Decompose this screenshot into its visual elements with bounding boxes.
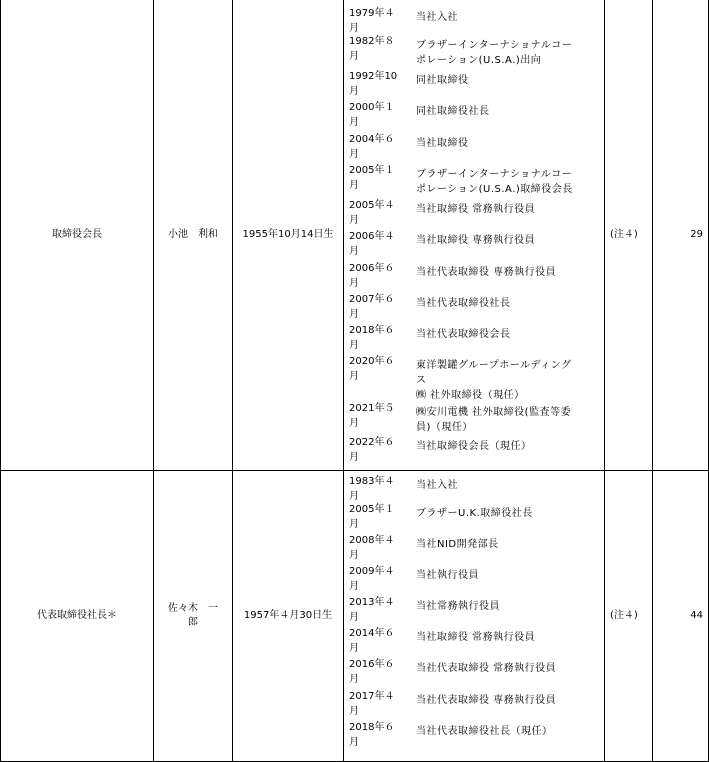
officer-birth-cell: [233, 0, 343, 470]
history-text: 当社代表取締役 専務執行役員: [416, 695, 557, 706]
history-text: 同社取締役: [416, 75, 469, 86]
history-date: 2018年６ 月: [349, 722, 395, 748]
officer-shares: 29: [690, 229, 703, 240]
officer-name-cell: [154, 0, 232, 470]
history-text: 当社入社: [416, 12, 458, 23]
officer-birth-cell: [233, 471, 343, 761]
history-date: 2021年５ 月: [349, 403, 395, 429]
history-text: ブラザーU.K.取締役社長: [416, 508, 533, 519]
officer-name-cell: [154, 471, 232, 761]
history-date: 2020年６ 月: [349, 356, 395, 382]
column-divider: [604, 0, 605, 762]
history-text: 同社取締役社長: [416, 106, 490, 117]
history-text: ブラザーインターナショナルコー ポレーション(U.S.A.)取締役会長: [416, 169, 573, 195]
officer-term: (注４): [610, 229, 638, 240]
history-date: 2013年４ 月: [349, 597, 395, 623]
history-date: 2022年６ 月: [349, 437, 395, 463]
officer-shares-cell: [653, 471, 703, 761]
history-date: 1982年８ 月: [349, 36, 395, 62]
history-date: 2000年１ 月: [349, 102, 395, 128]
table-row: [1, 0, 153, 470]
history-text: 当社取締役 専務執行役員: [416, 235, 536, 246]
history-date: 1992年10 月: [349, 71, 398, 97]
history-text: 当社代表取締役 専務執行役員: [416, 267, 557, 278]
officer-title: 代表取締役社長＊: [37, 610, 117, 621]
history-date: 1983年４ 月: [349, 476, 395, 502]
history-text: 当社執行役員: [416, 570, 479, 581]
officer-term: (注４): [610, 610, 638, 621]
officer-shares: 44: [690, 610, 703, 621]
history-date: 2004年６ 月: [349, 134, 395, 160]
history-date: 1979年４ 月: [349, 8, 395, 34]
history-date: 2017年４ 月: [349, 691, 395, 717]
history-text: 当社入社: [416, 480, 458, 491]
history-text: 当社代表取締役社長: [416, 298, 511, 309]
history-text: 当社取締役: [416, 138, 469, 149]
officer-birth: 1957年４月30日生: [243, 610, 333, 621]
history-date: 2005年１ 月: [349, 504, 395, 530]
history-text: 当社取締役会長（現任）: [416, 441, 532, 452]
history-date: 2006年６ 月: [349, 263, 395, 289]
history-text: 当社代表取締役会長: [416, 329, 511, 340]
history-date: 2006年４ 月: [349, 231, 395, 257]
history-date: 2014年６ 月: [349, 628, 395, 654]
history-text: 当社取締役 常務執行役員: [416, 632, 536, 643]
table-row: [1, 471, 153, 761]
officer-term-cell: [610, 0, 652, 470]
history-text: 当社取締役 常務執行役員: [416, 204, 536, 215]
officer-name: 小池 利和: [168, 229, 218, 240]
history-date: 2005年４ 月: [349, 200, 395, 226]
history-text: 当社代表取締役社長（現任）: [416, 726, 553, 737]
officer-birth: 1955年10月14日生: [242, 229, 334, 240]
history-text: ㈱安川電機 社外取締役(監査等委 員)（現任）: [416, 407, 572, 433]
history-date: 2007年６ 月: [349, 294, 395, 320]
history-text: 当社NID開発部長: [416, 539, 499, 550]
history-text: 東洋製罐グループホールディング ス ㈱ 社外取締役（現任）: [416, 360, 572, 401]
history-text: 当社代表取締役 常務執行役員: [416, 663, 557, 674]
history-date: 2008年４ 月: [349, 535, 395, 561]
officer-term-cell: [610, 471, 652, 761]
column-divider: [343, 0, 344, 762]
history-text: 当社常務執行役員: [416, 601, 500, 612]
officer-title: 取締役会長: [52, 229, 102, 240]
history-date: 2005年１ 月: [349, 165, 395, 191]
officer-shares-cell: [653, 0, 703, 470]
history-text: ブラザーインターナショナルコー ポレーション(U.S.A.)出向: [416, 40, 573, 66]
officer-name: 佐々木 一 郎: [168, 603, 218, 628]
history-date: 2018年６ 月: [349, 325, 395, 351]
history-date: 2009年４ 月: [349, 566, 395, 592]
history-date: 2016年６ 月: [349, 659, 395, 685]
